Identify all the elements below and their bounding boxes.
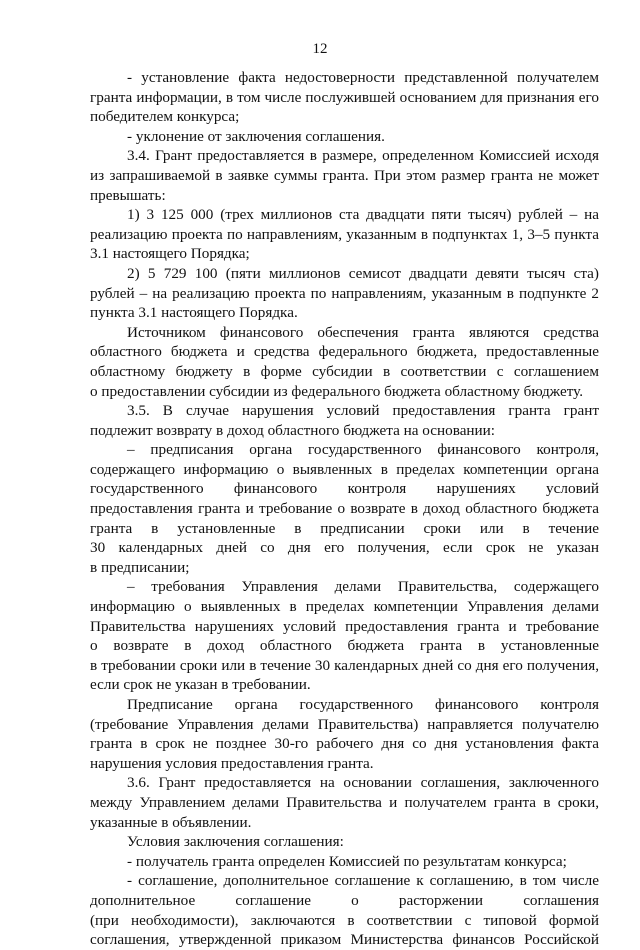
text-line: указанные в объявлении.	[90, 813, 252, 831]
text-line: информацию о выявленных в пределах компетенции Управления делами	[90, 598, 599, 616]
text-line: из запрашиваемой в заявке суммы гранта. При этом размер гранта не может	[90, 166, 599, 184]
text-line: - получатель гранта определен Комиссией по результатам конкурса;	[127, 852, 567, 870]
text-line: дополнительное соглашение о расторжении соглашения	[90, 891, 599, 909]
text-line: гранта в установленные в предписании сроки или в течение	[90, 519, 599, 537]
text-line: областному бюджету в форме субсидии в соответствии с соглашением	[90, 362, 599, 380]
text-line: предоставления гранта и требование о возврате в доход областного бюджета	[90, 500, 599, 518]
text-line: если срок не указан в требовании.	[90, 676, 311, 694]
text-line: 3.4. Грант предоставляется в размере, определенном Комиссией исходя	[127, 147, 599, 165]
text-line: Правительства нарушениях условий предоставления гранта и требование	[90, 617, 599, 635]
text-line: государственного финансового контроля нарушениях условий	[90, 480, 599, 498]
text-line: реализацию проекта по направлениям, указанным в подпунктах 1, 3–5 пункта	[90, 225, 599, 243]
text-line: - установление факта недостоверности представленной получателем	[127, 69, 599, 86]
text-line: превышать:	[90, 186, 166, 204]
text-line: - уклонение от заключения соглашения.	[127, 127, 385, 145]
text-line: пункта 3.1 настоящего Порядка.	[90, 304, 298, 322]
text-line: подлежит возврату в доход областного бюджета на основании:	[90, 421, 496, 439]
text-line: победителем конкурса;	[90, 108, 240, 126]
text-line: о возврате в доход областного бюджета гранта в установленные	[90, 637, 599, 655]
text-line: (требование Управления делами Правительства) направляется получателю	[90, 715, 599, 733]
text-line: 1) 3 125 000 (трех миллионов ста двадцати пяти тысяч) рублей – на	[127, 206, 599, 224]
text-line: о предоставлении субсидии из федерального бюджета областному бюджету.	[90, 382, 584, 400]
page-number: 12	[312, 41, 328, 57]
text-line: в предписании;	[90, 558, 190, 576]
text-line: гранта информации, в том числе послужившей основанием для признания его	[90, 88, 599, 106]
text-line: рублей – на реализацию проекта по направлениям, указанным в подпункте 2	[90, 284, 599, 302]
text-line: содержащего информацию о выявленных в пределах компетенции органа	[90, 460, 599, 478]
text-line: соглашения, утвержденной приказом Министерства финансов Российской	[90, 931, 599, 949]
text-line: областного бюджета и средства федерального бюджета, предоставленные	[90, 343, 599, 361]
text-line: нарушения условия предоставления гранта.	[90, 754, 374, 772]
text-line: Условия заключения соглашения:	[127, 833, 344, 851]
text-line: 30 календарных дней со дня его получения, если срок не указан	[90, 539, 599, 557]
text-line: - соглашение, дополнительное соглашение к соглашению, в том числе	[127, 872, 599, 890]
text-line: гранта в срок не позднее 30-го рабочего дня со дня установления факта	[90, 735, 599, 753]
text-line: (при необходимости), заключаются в соответствии с типовой формой	[90, 911, 599, 929]
text-line: Источником финансового обеспечения гранта являются средства	[127, 323, 599, 341]
text-line: 3.5. В случае нарушения условий предоставления гранта грант	[127, 402, 599, 420]
text-line: между Управлением делами Правительства и получателем гранта в сроки,	[90, 793, 599, 811]
text-line: 2) 5 729 100 (пяти миллионов семисот двадцати девяти тысяч ста)	[127, 264, 599, 282]
text-line: Предписание органа государственного финансового контроля	[127, 696, 599, 713]
text-line: в требовании сроки или в течение 30 календарных дней со дня его получения,	[90, 656, 599, 674]
text-line: – требования Управления делами Правительства, содержащего	[127, 578, 599, 596]
document-body	[90, 68, 599, 950]
text-line: 3.6. Грант предоставляется на основании соглашения, заключенного	[127, 774, 599, 792]
text-line: – предписания органа государственного финансового контроля,	[127, 441, 599, 459]
text-line: 3.1 настоящего Порядка;	[90, 245, 250, 263]
